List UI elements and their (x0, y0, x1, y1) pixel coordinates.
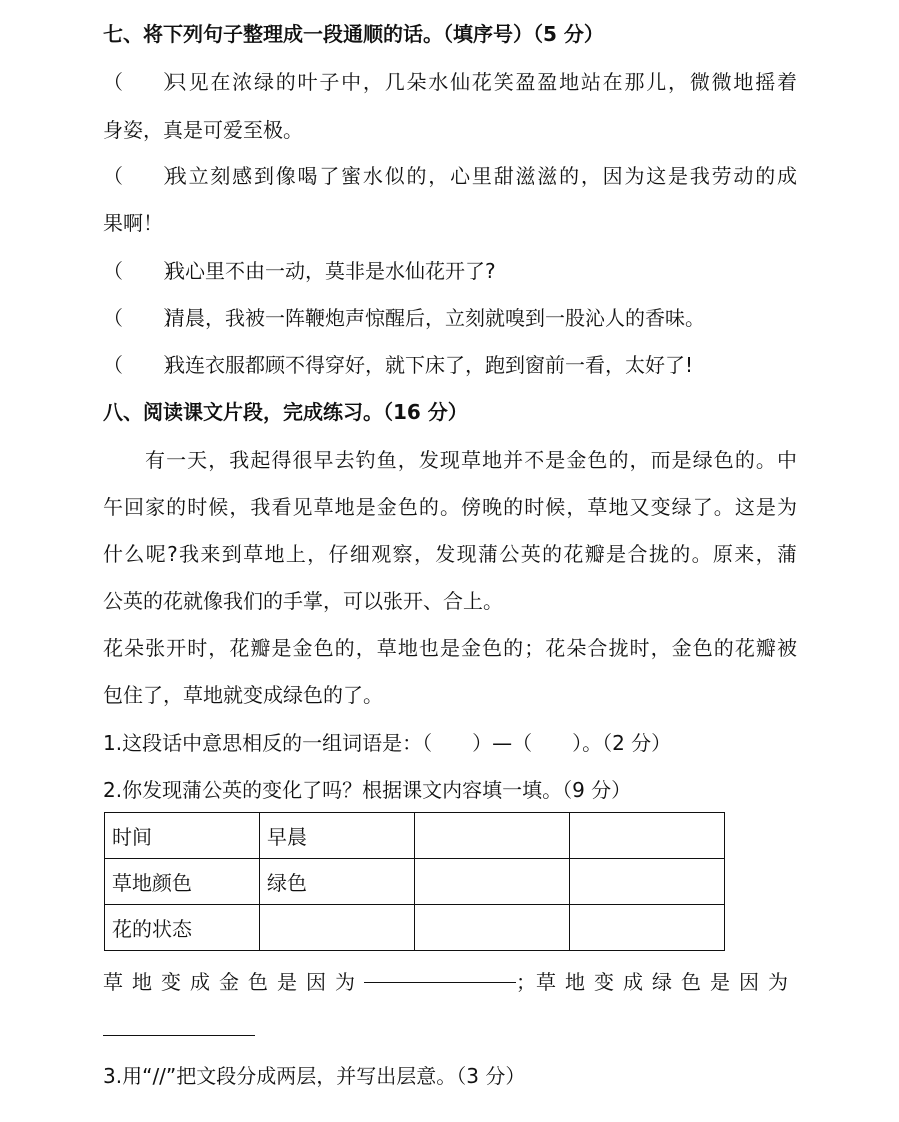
answer-blank[interactable]: （ ） (103, 70, 183, 94)
observation-table (104, 812, 725, 951)
sentence-item-4 (103, 304, 705, 332)
sentence-continuation: 果啊！ (103, 211, 163, 235)
table-cell: 时间 (105, 813, 260, 859)
table-row (105, 905, 725, 951)
table-cell: 绿色 (260, 859, 415, 905)
table-cell-blank[interactable] (415, 905, 570, 951)
table-cell: 花的状态 (105, 905, 260, 951)
answer-blank[interactable] (364, 981, 516, 983)
table-cell-blank[interactable] (415, 859, 570, 905)
fill-separator: ； (516, 970, 536, 994)
answer-blank[interactable] (103, 1035, 255, 1036)
table-cell-blank[interactable] (260, 905, 415, 951)
sentence-text: 我连衣服都顾不得穿好，就下床了，跑到窗前一看，太好了! (165, 353, 694, 377)
section7-heading: 七、将下列句子整理成一段通顺的话。（填序号）（5 分） (103, 22, 604, 46)
passage-line: 有一天，我起得很早去钓鱼，发现草地并不是金色的，而是绿色的。中 (145, 448, 797, 472)
question-2: 2.你发现蒲公英的变化了吗？根据课文内容填一填。（9 分） (103, 778, 632, 802)
table-cell: 早晨 (260, 813, 415, 859)
sentence-text: 清晨，我被一阵鞭炮声惊醒后，立刻就嗅到一股沁人的香味。 (165, 306, 705, 330)
sentence-item-3 (103, 257, 496, 285)
sentence-item-5 (103, 351, 693, 379)
table-cell-blank[interactable] (570, 905, 725, 951)
answer-blank[interactable]: （ ） (103, 353, 183, 377)
sentence-item-1 (103, 68, 797, 96)
passage-line: 午回家的时候，我看见草地是金色的。傍晚的时候，草地又变绿了。这是为 (103, 495, 797, 519)
table-cell: 草地颜色 (105, 859, 260, 905)
sentence-item-2 (103, 162, 797, 190)
passage-line: 包住了，草地就变成绿色的了。 (103, 683, 383, 707)
table-cell-blank[interactable] (415, 813, 570, 859)
answer-blank[interactable]: （ ） (103, 259, 183, 283)
answer-blank[interactable]: （ ） (103, 306, 183, 330)
sentence-text: 只见在浓绿的叶子中，几朵水仙花笑盈盈地站在那儿，微微地摇着 (165, 70, 797, 94)
passage-line: 什么呢?我来到草地上，仔细观察，发现蒲公英的花瓣是合拢的。原来，蒲 (103, 542, 797, 566)
question-1: 1.这段话中意思相反的一组词语是：（ ）—（ ）。（2 分） (103, 731, 672, 755)
passage-line: 花朵张开时，花瓣是金色的，草地也是金色的；花朵合拢时，金色的花瓣被 (103, 636, 797, 660)
question-3: 3.用“//”把文段分成两层，并写出层意。（3 分） (103, 1064, 526, 1088)
sentence-text: 我立刻感到像喝了蜜水似的，心里甜滋滋的，因为这是我劳动的成 (165, 164, 797, 188)
table-row (105, 813, 725, 859)
fill-in-line (103, 968, 797, 996)
section8-heading: 八、阅读课文片段，完成练习。（16 分） (103, 400, 468, 424)
table-cell-blank[interactable] (570, 813, 725, 859)
passage-line: 公英的花就像我们的手掌，可以张开、合上。 (103, 589, 503, 613)
answer-blank[interactable]: （ ） (103, 164, 183, 188)
fill-prompt-b: 草地变成绿色是因为 (536, 970, 797, 994)
fill-prompt-a: 草地变成金色是因为 (103, 970, 364, 994)
table-cell-blank[interactable] (570, 859, 725, 905)
sentence-continuation: 身姿，真是可爱至极。 (103, 118, 303, 142)
table-row (105, 859, 725, 905)
sentence-text: 我心里不由一动，莫非是水仙花开了? (165, 259, 496, 283)
